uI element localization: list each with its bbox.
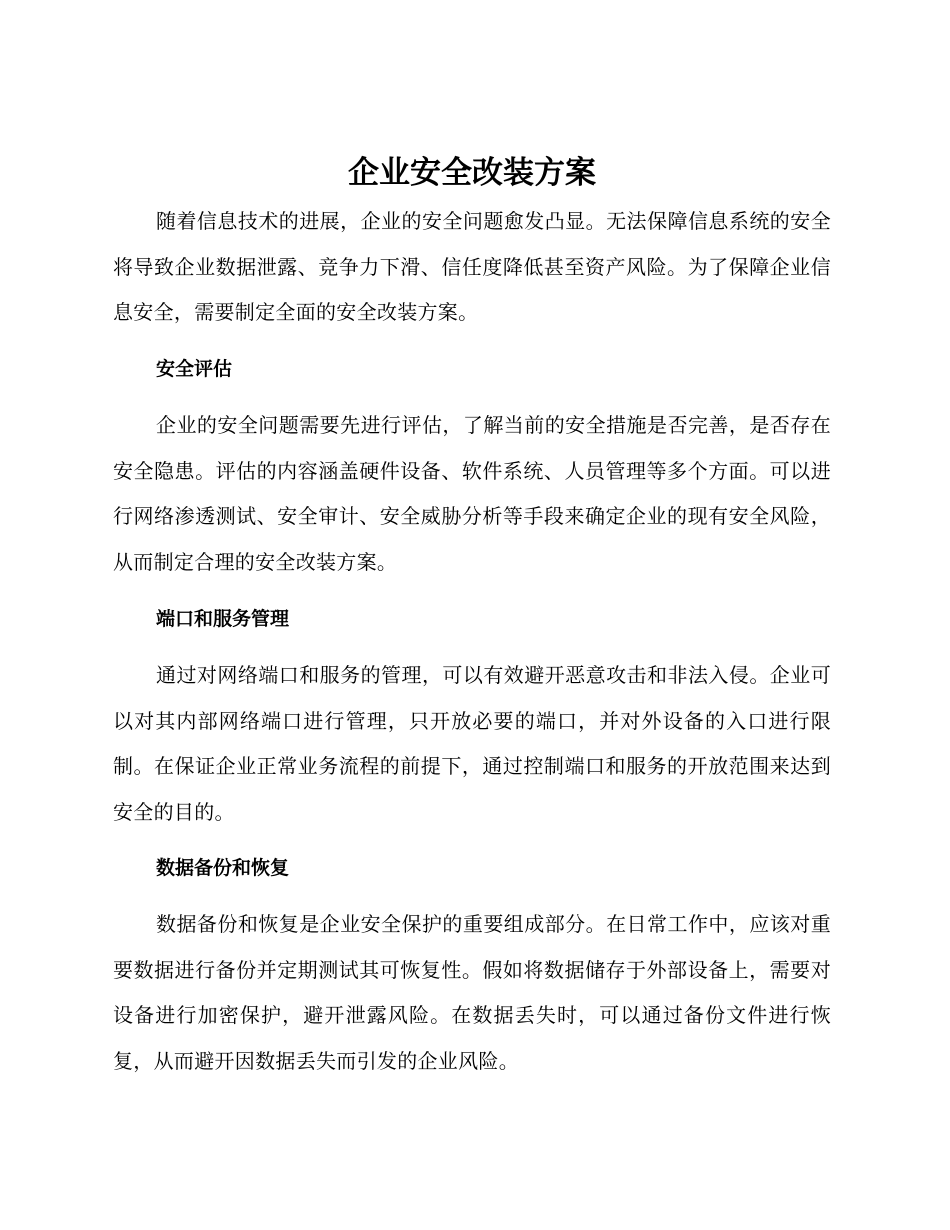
document-title: 企业安全改装方案 xyxy=(348,155,596,191)
section-body-port-service-management: 通过对网络端口和服务的管理，可以有效避开恶意攻击和非法入侵。企业可以对其内部网络端口进行管理，只开放必要的端口，并对外设备的入口进行限制。在保证企业正常业务流程的前提下，通过控制端口和服务的开放范围来达到安全的目的。 xyxy=(113,663,831,824)
section-body-security-assessment: 企业的安全问题需要先进行评估，了解当前的安全措施是否完善，是否存在安全隐患。评估的内容涵盖硬件设备、软件系统、人员管理等多个方面。可以进行网络渗透测试、安全审计、安全威胁分析等手段来确定企业的现有安全风险，从而制定合理的安全改装方案。 xyxy=(113,413,831,574)
section-body-data-backup-recovery: 数据备份和恢复是企业安全保护的重要组成部分。在日常工作中，应该对重要数据进行备份并定期测试其可恢复性。假如将数据储存于外部设备上，需要对设备进行加密保护，避开泄露风险。在数据丢失时，可以通过备份文件进行恢复，从而避开因数据丢失而引发的企业风险。 xyxy=(113,912,831,1073)
section-heading-data-backup-recovery: 数据备份和恢复 xyxy=(156,857,290,879)
intro-paragraph: 随着信息技术的进展，企业的安全问题愈发凸显。无法保障信息系统的安全将导致企业数据泄露、竞争力下滑、信任度降低甚至资产风险。为了保障企业信息安全，需要制定全面的安全改装方案。 xyxy=(113,209,831,324)
section-heading-port-service-management: 端口和服务管理 xyxy=(156,608,290,630)
section-heading-security-assessment: 安全评估 xyxy=(156,358,233,380)
